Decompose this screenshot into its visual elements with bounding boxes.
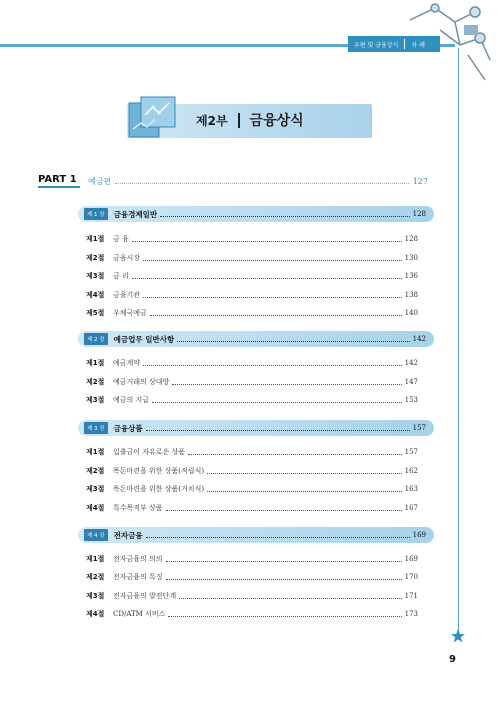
page-title xyxy=(196,110,304,130)
leader-dots xyxy=(115,178,409,184)
leader-dots xyxy=(150,310,402,316)
section-page: 142 xyxy=(404,359,418,367)
section-name: CD/ATM 서비스 xyxy=(113,610,166,618)
section-name: 전자금융의 발전단계 xyxy=(113,592,177,600)
toc-entry[interactable] xyxy=(86,307,418,319)
part-label: PART 1 xyxy=(38,174,80,188)
section-number: 제3절 xyxy=(86,485,105,493)
section-page: 157 xyxy=(404,448,418,456)
chapter-row[interactable] xyxy=(78,527,434,543)
section-number: 제3절 xyxy=(86,272,105,280)
toc-entry[interactable] xyxy=(86,376,418,388)
section-number: 제1절 xyxy=(86,359,105,367)
chapter-row[interactable] xyxy=(78,331,434,347)
leader-dots xyxy=(146,532,410,538)
toc-entry[interactable] xyxy=(86,289,418,301)
toc-entry[interactable] xyxy=(86,571,418,583)
section-page: 140 xyxy=(404,309,418,317)
section-name: 금 융 xyxy=(113,235,129,243)
section-page: 147 xyxy=(404,378,418,386)
toc-entry[interactable] xyxy=(86,233,418,245)
section-page: 136 xyxy=(404,272,418,280)
section-page: 171 xyxy=(404,592,418,600)
header-book-label: 우편 및 금융상식 xyxy=(354,41,399,49)
section-name: 금 리 xyxy=(113,272,129,280)
section-page: 128 xyxy=(404,235,418,243)
leader-dots xyxy=(207,468,402,474)
section-name: 금융시장 xyxy=(113,254,141,262)
leader-dots xyxy=(146,425,410,431)
section-page: 162 xyxy=(404,467,418,475)
leader-dots xyxy=(168,611,401,617)
leader-dots xyxy=(160,211,410,217)
chapter-title: 금융상품 xyxy=(113,423,143,433)
chapter-title: 금융경제일반 xyxy=(113,209,158,219)
chapter-badge: 제 1 장 xyxy=(84,208,108,220)
chapter-badge: 제 2 장 xyxy=(84,333,108,345)
toc-entry[interactable] xyxy=(86,483,418,495)
chapter-page: 169 xyxy=(412,531,426,539)
chapter-page: 128 xyxy=(412,210,426,218)
section-name: 목돈마련을 위한 상품(거치식) xyxy=(113,485,205,493)
toc-entry[interactable] xyxy=(86,252,418,264)
section-page: 130 xyxy=(404,254,418,262)
toc-entry[interactable] xyxy=(86,446,418,458)
section-number: 제2절 xyxy=(86,573,105,581)
toc-entry[interactable] xyxy=(86,465,418,477)
header-section-label: 차 례 xyxy=(411,41,425,49)
page-number: 9 xyxy=(449,654,456,665)
toc-entry[interactable] xyxy=(86,553,418,565)
section-name: 전자금융의 의의 xyxy=(113,555,163,563)
section-number: 제2절 xyxy=(86,378,105,386)
title-part: 제2부 xyxy=(196,113,228,128)
toc-entry[interactable] xyxy=(86,270,418,282)
chapter-title: 전자금융 xyxy=(113,530,143,540)
leader-dots xyxy=(166,574,402,580)
leader-dots xyxy=(177,336,409,342)
section-name: 목돈마련을 위한 상품(적립식) xyxy=(113,467,205,475)
section-name: 예금계약 xyxy=(113,359,141,367)
chapter-page: 157 xyxy=(412,424,426,432)
leader-dots xyxy=(188,449,402,455)
section-number: 제1절 xyxy=(86,448,105,456)
part-page: 127 xyxy=(412,176,428,186)
leader-dots xyxy=(152,397,402,403)
chapter-title: 예금업무 일반사항 xyxy=(113,334,175,344)
leader-dots xyxy=(207,486,402,492)
section-number: 제4절 xyxy=(86,610,105,618)
section-page: 173 xyxy=(404,610,418,618)
section-number: 제2절 xyxy=(86,254,105,262)
leader-dots xyxy=(172,379,401,385)
decor-illustration xyxy=(380,0,500,90)
chapter-row[interactable] xyxy=(78,206,434,222)
chapter-badge: 제 3 장 xyxy=(84,422,108,434)
leader-dots xyxy=(179,593,402,599)
section-page: 138 xyxy=(404,291,418,299)
leader-dots xyxy=(132,236,402,242)
section-name: 입출금이 자유로운 상품 xyxy=(113,448,186,456)
section-page: 167 xyxy=(404,504,418,512)
section-number: 제5절 xyxy=(86,309,105,317)
leader-dots xyxy=(166,556,402,562)
section-name: 금융기관 xyxy=(113,291,141,299)
section-number: 제3절 xyxy=(86,592,105,600)
chapter-page: 142 xyxy=(412,335,426,343)
section-page: 163 xyxy=(404,485,418,493)
leader-dots xyxy=(143,360,402,366)
part-title: 예금편 xyxy=(88,176,112,186)
section-number: 제4절 xyxy=(86,291,105,299)
section-number: 제3절 xyxy=(86,396,105,404)
section-number: 제4절 xyxy=(86,504,105,512)
section-name: 전자금융의 특징 xyxy=(113,573,163,581)
leader-dots xyxy=(132,273,402,279)
leader-dots xyxy=(143,292,402,298)
section-number: 제2절 xyxy=(86,467,105,475)
star-icon xyxy=(451,629,465,643)
part-row[interactable] xyxy=(38,174,428,188)
toc-entry[interactable] xyxy=(86,608,418,620)
toc-entry[interactable] xyxy=(86,590,418,602)
section-page: 169 xyxy=(404,555,418,563)
chapter-badge: 제 4 장 xyxy=(84,529,108,541)
toc-entry[interactable] xyxy=(86,394,418,406)
right-rule xyxy=(458,48,459,638)
section-number: 제1절 xyxy=(86,555,105,563)
leader-dots xyxy=(166,505,402,511)
section-page: 153 xyxy=(404,396,418,404)
section-name: 예금의 지급 xyxy=(113,396,150,404)
title-name: 금융상식 xyxy=(249,113,304,129)
section-number: 제1절 xyxy=(86,235,105,243)
section-name: 예금거래의 상대방 xyxy=(113,378,170,386)
title-illustration xyxy=(127,93,179,145)
toc-entry[interactable] xyxy=(86,357,418,369)
toc-entry[interactable] xyxy=(86,502,418,514)
section-name: 특수목적부 상품 xyxy=(113,504,163,512)
chapter-row[interactable] xyxy=(78,420,434,436)
title-separator xyxy=(238,113,240,128)
section-page: 170 xyxy=(404,573,418,581)
section-name: 우체국예금 xyxy=(113,309,147,317)
leader-dots xyxy=(143,255,402,261)
